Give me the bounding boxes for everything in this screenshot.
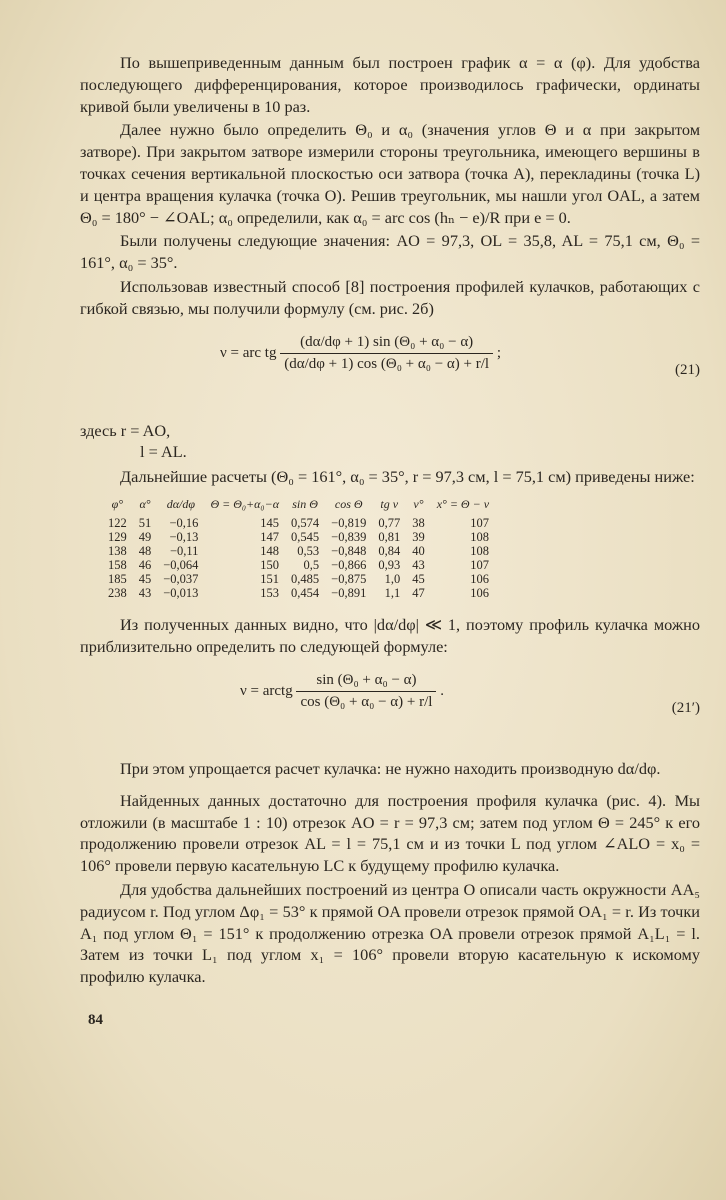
table-cell: 0,485 <box>291 572 320 587</box>
table-cell: −0,013 <box>163 586 199 601</box>
table-cell: 107 <box>470 516 490 531</box>
formula-21p-denominator: cos (Θ₀ + α₀ − α) + r/l <box>300 693 433 710</box>
table-header: dα/dφ <box>166 497 195 512</box>
formula-21p-fraction <box>296 672 436 711</box>
table-cell: 47 <box>412 586 425 601</box>
table-cell: 148 <box>260 544 280 559</box>
table-header: sin Θ <box>292 497 318 512</box>
table-cell: 1,1 <box>384 586 401 601</box>
variable-r: здесь r = AO, <box>80 420 171 440</box>
table-cell: 46 <box>138 558 152 573</box>
paragraph-6: Из полученных данных видно, что |dα/dφ| ≪ 1, поэтому профиль кулачка можно приблизительно определить по следующей формуле: <box>80 615 700 657</box>
table-cell: −0,875 <box>331 572 367 587</box>
table-cell: −0,11 <box>169 544 199 559</box>
table-cell: 138 <box>108 544 127 559</box>
table-cell: 45 <box>138 572 152 587</box>
paragraph-7: При этом упрощается расчет кулачка: не нужно находить производную dα/dφ. <box>120 758 661 778</box>
page-body <box>80 52 700 988</box>
table-cell: 108 <box>470 544 490 559</box>
paragraph-1: По вышеприведенным данным был построен график α = α (φ). Для удобства последующего дифференцирования, которое производилось графически, ординаты кривой были увеличены в 10 раз. <box>80 53 700 116</box>
table-cell: 0,53 <box>297 544 320 559</box>
table-cell: 1,0 <box>384 572 401 587</box>
table-body <box>102 516 495 600</box>
table-cell: 43 <box>138 586 152 601</box>
table-cell: 0,81 <box>378 530 401 545</box>
variables-definition <box>80 420 700 462</box>
table-cell: 0,93 <box>378 558 401 573</box>
formula-21p-numerator: sin (Θ₀ + α₀ − α) <box>296 672 436 692</box>
table-row <box>102 572 495 586</box>
table-cell: 49 <box>138 530 152 545</box>
table-cell: 48 <box>138 544 152 559</box>
paragraph-9: Для удобства дальнейших построений из центра O описали часть окружности AA₅ радиусом r. Под углом Δφ₁ = 53° к прямой OA провели отрезок прямой OA₁ = r. Из точки A₁ под углом Θ₁ = 151° к продолжению отрезка OA провели отрезок прямой A₁L₁ = l. Затем из точки L₁ под углом x₁ = 106° провели вторую касательную к искомому профилю кулачка. <box>80 879 700 987</box>
table-cell: 39 <box>412 530 425 545</box>
table-cell: −0,16 <box>169 516 199 531</box>
page-number: 84 <box>88 1012 103 1028</box>
table-cell: 0,84 <box>378 544 401 559</box>
table-row <box>102 586 495 600</box>
table-cell: 107 <box>470 558 490 573</box>
paragraph-8: Найденных данных достаточно для построения профиля кулачка (рис. 4). Мы отложили (в масштабе 1 : 10) отрезок AO = r = 97,3 см; затем под углом Θ = 245° к его продолжению провели отрезок AL = l = 75,1 см и из точки L под углом ∠ALO = x₀ = 106° провели первую касательную LC к будущему профилю кулачка. <box>80 790 700 876</box>
formula-21-fraction <box>280 334 493 373</box>
table-header: α° <box>139 497 151 512</box>
table-row <box>102 516 495 530</box>
formula-21p-tail: . <box>440 682 444 699</box>
table-row <box>102 558 495 572</box>
formula-21-denominator: (dα/dφ + 1) cos (Θ₀ + α₀ − α) + r/l <box>284 355 490 372</box>
table-cell: −0,13 <box>169 530 199 545</box>
table-header: cos Θ <box>334 497 363 512</box>
table-cell: 43 <box>412 558 425 573</box>
formula-21-lhs: ν = arc tg <box>220 344 277 361</box>
table-cell: 158 <box>108 558 127 573</box>
table-cell: 145 <box>260 516 280 531</box>
table-cell: 108 <box>470 530 490 545</box>
table-header: ν° <box>413 497 424 512</box>
paragraph-5: Дальнейшие расчеты (Θ₀ = 161°, α₀ = 35°, r = 97,3 см, l = 75,1 см) приведены ниже: <box>120 466 695 486</box>
table-cell: 106 <box>470 586 490 601</box>
results-table <box>102 497 495 600</box>
formula-21-prime <box>80 672 700 750</box>
table-cell: 238 <box>108 586 127 601</box>
table-row <box>102 544 495 558</box>
formula-21 <box>80 334 700 412</box>
table-cell: 122 <box>108 516 127 531</box>
table-cell: −0,037 <box>163 572 199 587</box>
table-cell: 38 <box>412 516 425 531</box>
table-cell: 0,77 <box>378 516 401 531</box>
table-row <box>102 530 495 544</box>
table-cell: 45 <box>412 572 425 587</box>
table-cell: 129 <box>108 530 127 545</box>
paragraph-3: Были получены следующие значения: AO = 97,3, OL = 35,8, AL = 75,1 см, Θ₀ = 161°, α₀ = 35°. <box>80 231 700 273</box>
paragraph-4: Использовав известный способ [8] построения профилей кулачков, работающих с гибкой связью, мы получили формулу (см. рис. 2б) <box>80 276 700 318</box>
table-cell: 0,574 <box>291 516 320 531</box>
formula-21-number: (21) <box>675 361 700 378</box>
variable-l: l = AL. <box>140 441 187 461</box>
table-header: tg ν <box>380 497 399 512</box>
table-header: Θ = Θ₀+α₀−α <box>210 497 280 512</box>
table-header: x° = Θ − ν <box>436 497 490 512</box>
table-header: φ° <box>111 497 124 512</box>
table-header-row <box>102 497 495 516</box>
formula-21-numerator: (dα/dφ + 1) sin (Θ₀ + α₀ − α) <box>280 334 493 354</box>
formula-21-tail: ; <box>496 344 501 361</box>
table-cell: 106 <box>470 572 490 587</box>
table-cell: 0,454 <box>291 586 320 601</box>
table-cell: −0,819 <box>331 516 367 531</box>
table-cell: 150 <box>260 558 280 573</box>
table-cell: 40 <box>412 544 425 559</box>
paragraph-2: Далее нужно было определить Θ₀ и α₀ (значения углов Θ и α при закрытом затворе). При закрытом затворе измерили стороны треугольника, имеющего вершины в точках сечения вертикальной плоскостью оси затвора (точка A), перекладины (точка L) и центра вращения кулачка (точка O). Решив треугольник, мы нашли угол OAL, а затем Θ₀ = 180° − ∠OAL; α₀ определили, как α₀ = arc cos (hₙ − e)/R при e = 0. <box>80 120 700 227</box>
table-cell: −0,866 <box>331 558 367 573</box>
table-cell: 51 <box>138 516 152 531</box>
table-cell: 151 <box>260 572 280 587</box>
formula-21p-lhs: ν = arctg <box>240 682 293 699</box>
table-cell: 0,545 <box>291 530 320 545</box>
table-cell: 0,5 <box>303 558 320 573</box>
table-cell: −0,891 <box>331 586 367 601</box>
formula-21p-number: (21′) <box>671 699 700 716</box>
table-cell: 147 <box>260 530 280 545</box>
table-cell: 185 <box>108 572 127 587</box>
table-cell: −0,839 <box>331 530 367 545</box>
table-cell: −0,848 <box>331 544 367 559</box>
table-cell: −0,064 <box>163 558 199 573</box>
table-cell: 153 <box>260 586 280 601</box>
